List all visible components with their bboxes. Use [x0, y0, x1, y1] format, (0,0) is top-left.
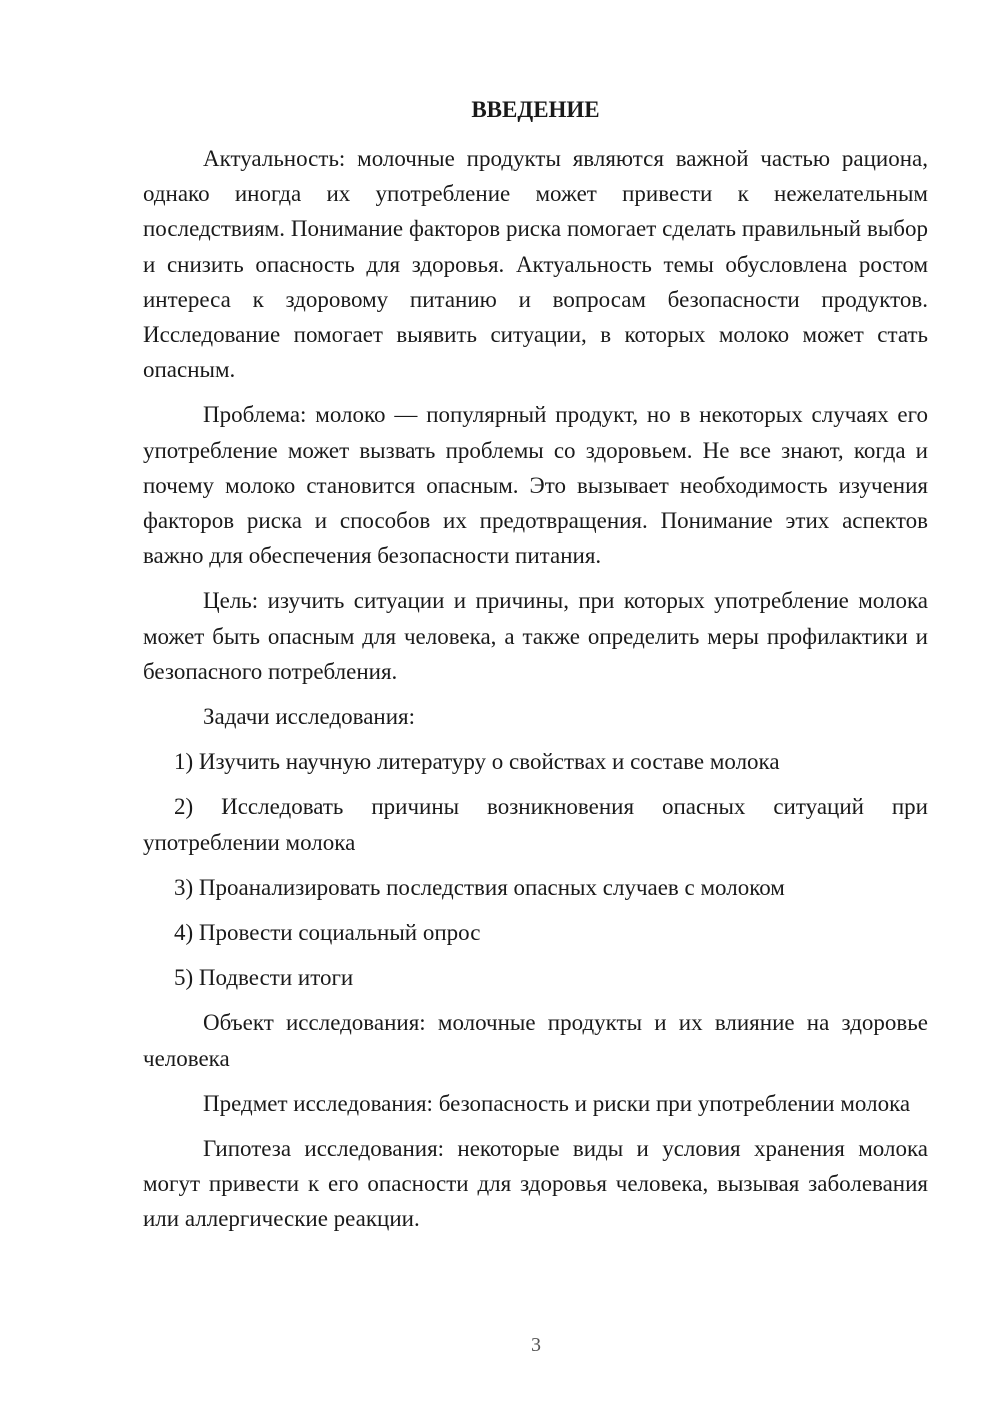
- goal-paragraph: Цель: изучить ситуации и причины, при которых употребление молока может быть опасным для человека, а также определить меры профилактики и безопасного потребления.: [143, 588, 928, 684]
- task-item-1: 1) Изучить научную литературу о свойствах и составе молока: [174, 749, 780, 775]
- problem-paragraph: Проблема: молоко — популярный продукт, но в некоторых случаях его употребление может вызвать проблемы со здоровьем. Не все знают, когда и почему молоко становится опасным. Это вызывает необходимость изучения факторов риска и способов их предотвращения. Понимание этих аспектов важно для обеспечения безопасности питания.: [143, 402, 928, 569]
- tasks-heading: Задачи исследования:: [203, 704, 416, 730]
- hypothesis-paragraph: Гипотеза исследования: некоторые виды и условия хранения молока могут привести к его опасности для здоровья человека, вызывая заболевания или аллергические реакции.: [143, 1136, 928, 1232]
- page-title: ВВЕДЕНИЕ: [471, 97, 600, 122]
- task-item-2: 2) Исследовать причины возникновения опасных ситуаций при употреблении молока: [143, 794, 928, 855]
- task-item-5: 5) Подвести итоги: [174, 965, 354, 991]
- page-number: 3: [531, 1334, 541, 1356]
- task-item-3: 3) Проанализировать последствия опасных случаев с молоком: [174, 874, 785, 900]
- document-page: [143, 92, 928, 1247]
- task-item-4: 4) Провести социальный опрос: [174, 920, 481, 946]
- subject-paragraph: Предмет исследования: безопасность и риски при употреблении молока: [203, 1090, 911, 1116]
- object-paragraph: Объект исследования: молочные продукты и их влияние на здоровье человека: [143, 1010, 928, 1071]
- relevance-paragraph: Актуальность: молочные продукты являются важной частью рациона, однако иногда их употребление может привести к нежелательным последствиям. Понимание факторов риска помогает сделать правильный выбор и снизить опасность для здоровья. Актуальность темы обусловлена ростом интереса к здоровому питанию и вопросам безопасности продуктов. Исследование помогает выявить ситуации, в которых молоко может стать опасным.: [143, 146, 928, 383]
